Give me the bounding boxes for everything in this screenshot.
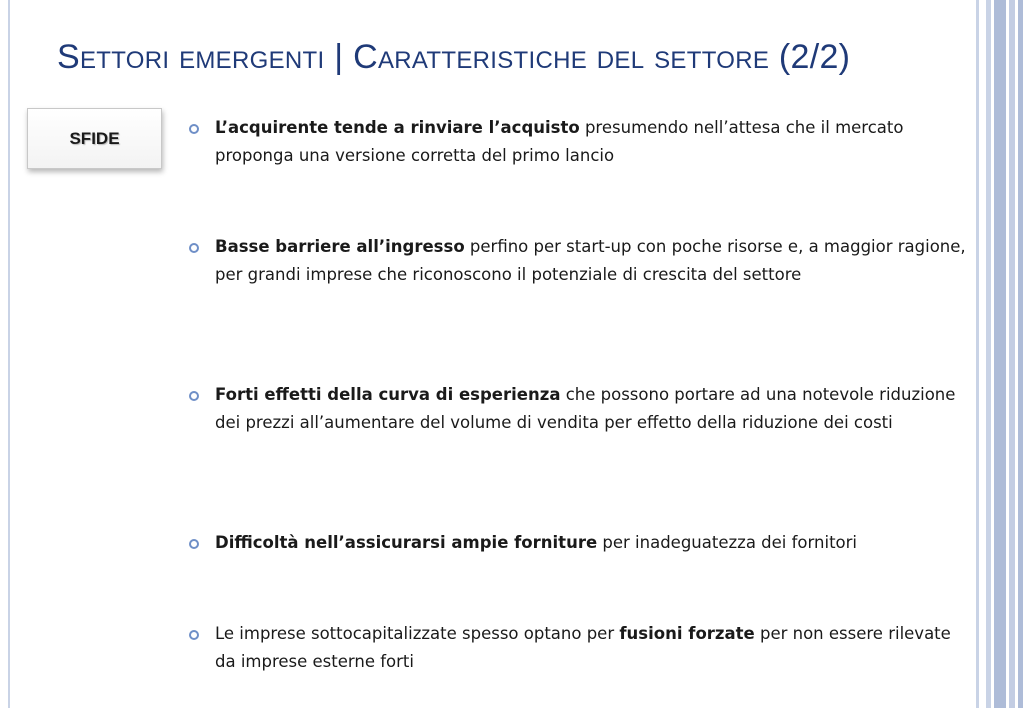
title-subtitle: Caratteristiche del settore (353, 38, 770, 76)
right-decor-stripe (994, 0, 1006, 708)
section-label-box (27, 108, 162, 169)
bullet-text-bold: Difficoltà nell’assicurarsi ampie forniture (215, 533, 598, 552)
bullet-text-post: per inadeguatezza dei fornitori (597, 533, 857, 552)
bullet-ring-icon (189, 124, 199, 134)
bullet-item (189, 381, 969, 437)
bullet-text (215, 381, 969, 437)
bullet-text (215, 114, 969, 170)
bullet-text-bold: fusioni forzate (619, 624, 755, 643)
bullet-item (189, 233, 969, 289)
bullet-text-pre: Le imprese sottocapitalizzate spesso optano per (215, 624, 620, 643)
bullet-text (215, 620, 969, 676)
bullet-text-post: che possono portare ad una notevole riduzione dei prezzi all’aumentare del volume di vendita per effetto della riduzione dei costi (215, 385, 956, 432)
bullet-text (215, 233, 969, 289)
right-decor-stripe (1009, 0, 1015, 708)
bullet-item (189, 529, 969, 557)
bullet-ring-icon (189, 630, 199, 640)
right-decor-stripe (976, 0, 979, 708)
slide-title (57, 38, 850, 77)
bullet-text-post: per non essere rilevate da imprese esterne forti (215, 624, 951, 671)
title-page-number: (2/2) (769, 38, 851, 76)
right-decor-stripe (986, 0, 991, 708)
right-decor-stripe (1018, 0, 1023, 708)
bullet-item (189, 114, 969, 170)
bullet-item (189, 620, 969, 676)
bullet-text-bold: Forti effetti della curva di esperienza (215, 385, 561, 404)
left-border-line (8, 0, 10, 708)
title-main: Settori emergenti (57, 38, 325, 76)
bullet-text-bold: Basse barriere all’ingresso (215, 237, 465, 256)
bullet-text-post: presumendo nell’attesa che il mercato proponga una versione corretta del primo lancio (215, 118, 904, 165)
bullet-ring-icon (189, 539, 199, 549)
title-separator: | (324, 38, 354, 76)
bullet-text-post: perfino per start-up con poche risorse e, a maggior ragione, per grandi imprese che riconoscono il potenziale di crescita del settore (215, 237, 966, 284)
bullet-ring-icon (189, 391, 199, 401)
bullet-ring-icon (189, 243, 199, 253)
section-label: SFIDE (69, 128, 120, 148)
bullet-text (215, 529, 969, 557)
bullet-text-bold: L’acquirente tende a rinviare l’acquisto (215, 118, 580, 137)
